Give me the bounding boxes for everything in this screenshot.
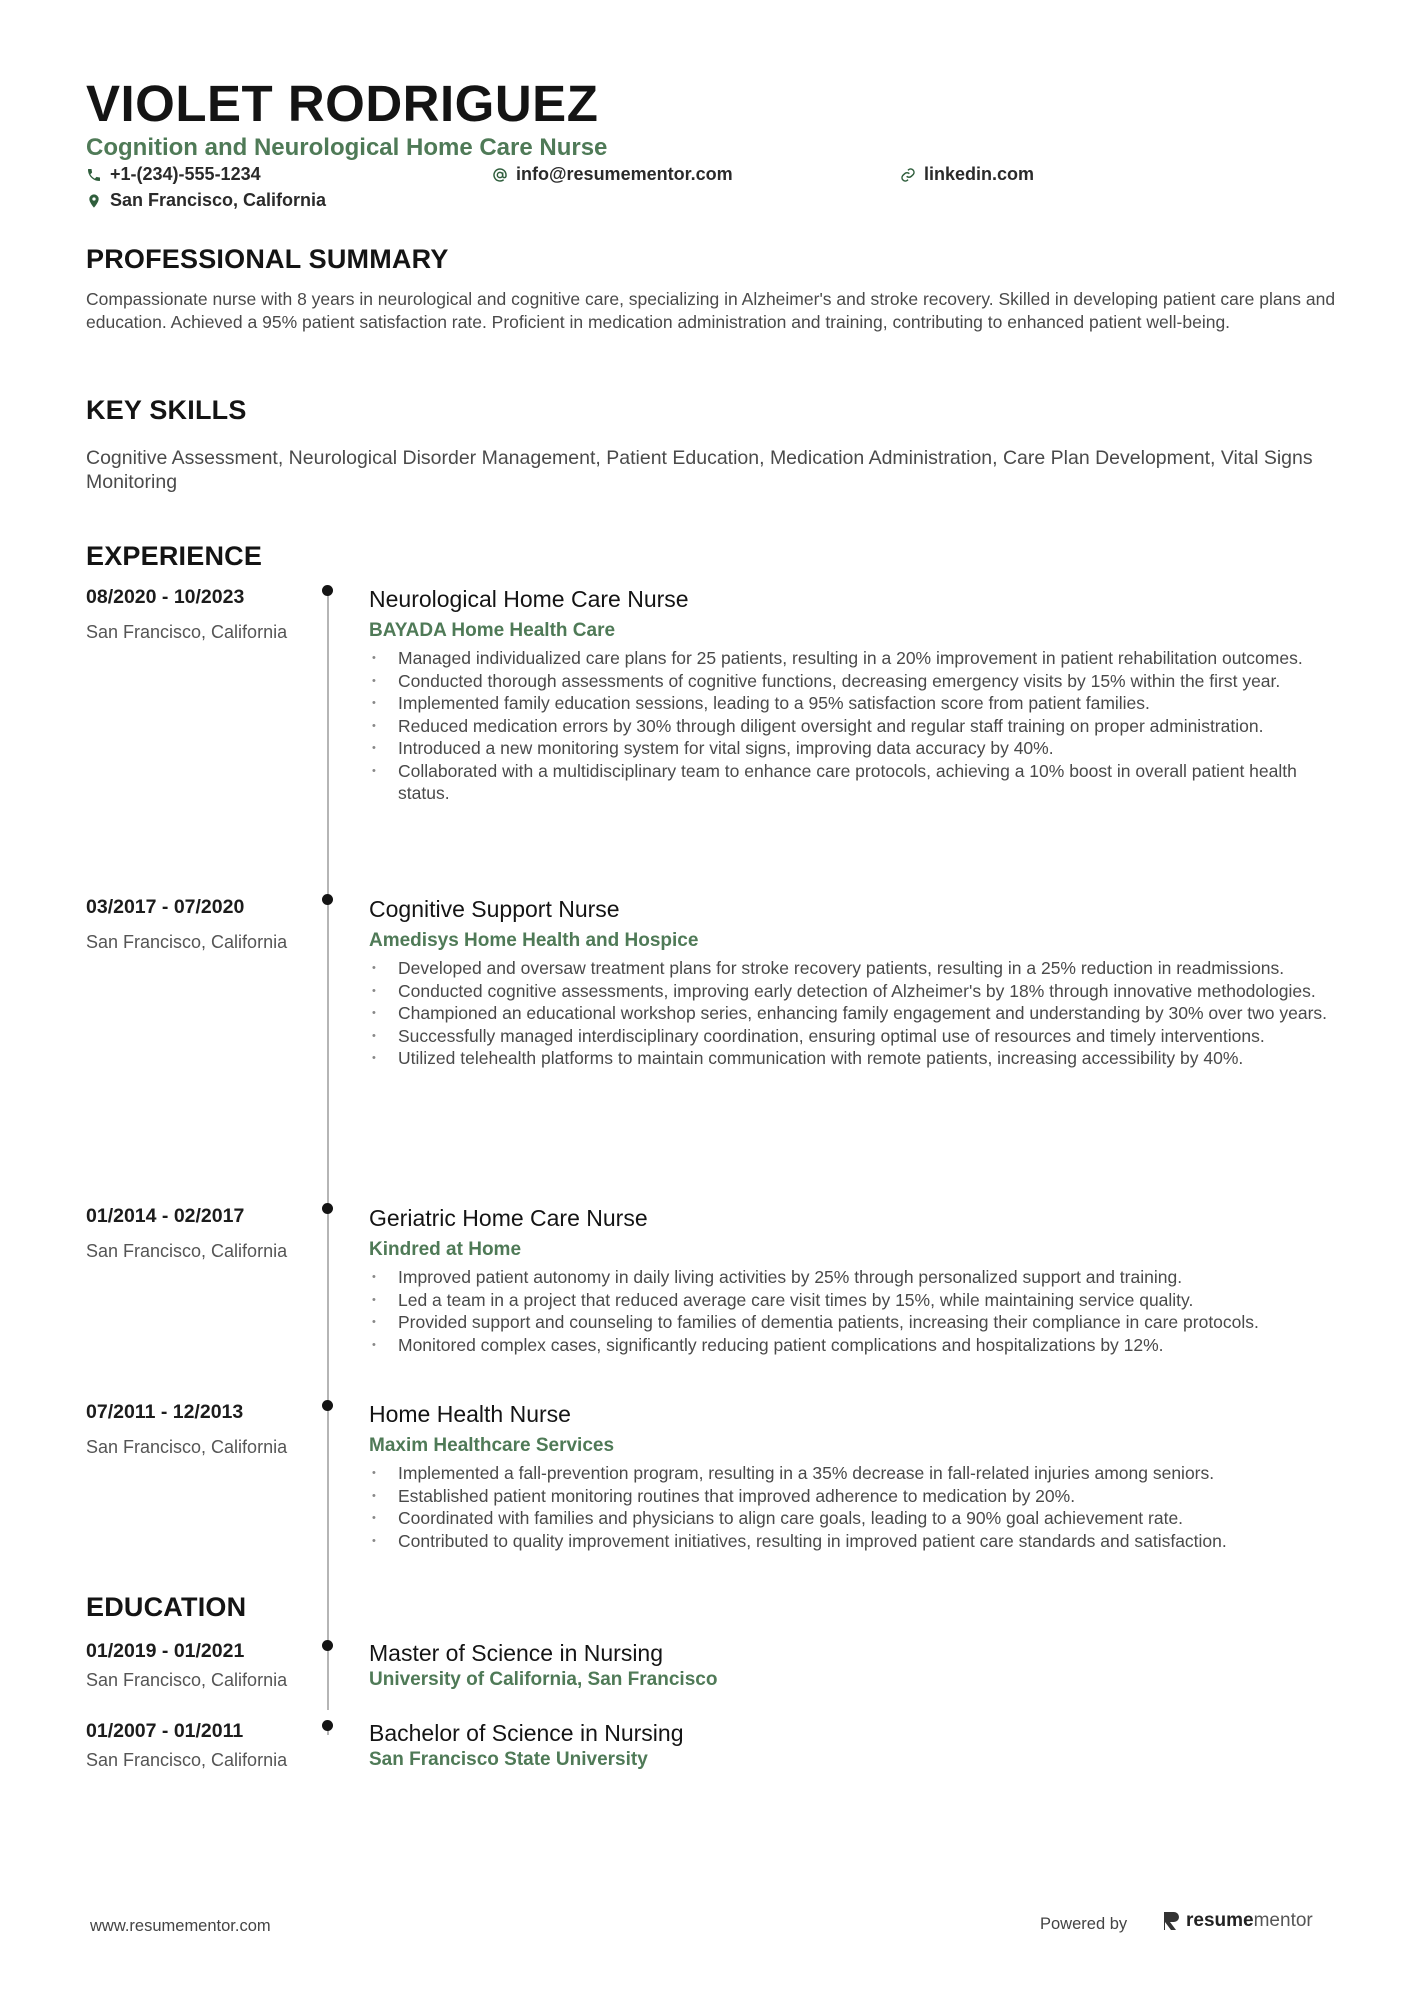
bullet-item: • Implemented a fall-prevention program, resulting in a 35% decrease in fall-related injuries among seniors. bbox=[369, 1462, 1339, 1485]
summary-heading: PROFESSIONAL SUMMARY bbox=[86, 244, 449, 274]
edu-location: San Francisco, California bbox=[86, 1670, 288, 1690]
bullet-item: • Introduced a new monitoring system for vital signs, improving data accuracy by 40%. bbox=[369, 737, 1339, 760]
bullet-item: • Implemented family education sessions, leading to a 95% satisfaction score from patient families. bbox=[369, 692, 1339, 715]
resumementor-logo-icon bbox=[1162, 1911, 1180, 1931]
phone-text: +1-(234)-555-1234 bbox=[110, 164, 261, 184]
bullet-item: • Successfully managed interdisciplinary coordination, ensuring optimal use of resources and timely interventions. bbox=[369, 1025, 1339, 1048]
phone-contact bbox=[86, 164, 261, 185]
job-role: Geriatric Home Care Nurse bbox=[369, 1205, 648, 1231]
email-text[interactable]: info@resumementor.com bbox=[516, 164, 733, 184]
job-company: Maxim Healthcare Services bbox=[369, 1435, 615, 1456]
job-dates: 01/2014 - 02/2017 bbox=[86, 1205, 245, 1227]
job-role: Cognitive Support Nurse bbox=[369, 896, 620, 922]
bullet-item: • Established patient monitoring routines that improved adherence to medication by 20%. bbox=[369, 1485, 1339, 1508]
at-sign-icon bbox=[492, 167, 508, 183]
timeline-dot bbox=[322, 1203, 333, 1214]
bullet-item: • Conducted thorough assessments of cognitive functions, decreasing emergency visits by 15% within the first year. bbox=[369, 670, 1339, 693]
job-dates: 07/2011 - 12/2013 bbox=[86, 1401, 244, 1423]
job-dates: 03/2017 - 07/2020 bbox=[86, 896, 245, 918]
bullet-item: • Managed individualized care plans for 25 patients, resulting in a 20% improvement in patient rehabilitation outcomes. bbox=[369, 647, 1339, 670]
education-heading: EDUCATION bbox=[86, 1592, 247, 1622]
bullet-item: • Developed and oversaw treatment plans for stroke recovery patients, resulting in a 25% reduction in readmissions. bbox=[369, 957, 1339, 980]
job-role: Neurological Home Care Nurse bbox=[369, 586, 689, 612]
job-location: San Francisco, California bbox=[86, 1241, 288, 1261]
job-location: San Francisco, California bbox=[86, 932, 288, 952]
bullet-item: • Monitored complex cases, significantly reducing patient complications and hospitalizations by 12%. bbox=[369, 1334, 1339, 1357]
edu-location: San Francisco, California bbox=[86, 1750, 288, 1770]
edu-dates: 01/2019 - 01/2021 bbox=[86, 1640, 245, 1662]
job-company: BAYADA Home Health Care bbox=[369, 620, 616, 641]
job-location: San Francisco, California bbox=[86, 1437, 288, 1457]
timeline-dot bbox=[322, 1720, 333, 1731]
brand-bold: resume bbox=[1186, 1910, 1254, 1931]
job-company: Kindred at Home bbox=[369, 1239, 522, 1260]
edu-dates: 01/2007 - 01/2011 bbox=[86, 1720, 244, 1742]
job-bullets bbox=[369, 647, 1339, 805]
job-bullets bbox=[369, 957, 1339, 1070]
map-pin-icon bbox=[86, 193, 102, 209]
bullet-item: • Utilized telehealth platforms to maintain communication with remote patients, increasing accessibility by 40%. bbox=[369, 1047, 1339, 1070]
job-role: Home Health Nurse bbox=[369, 1401, 571, 1427]
timeline-dot bbox=[322, 1400, 333, 1411]
skills-heading: KEY SKILLS bbox=[86, 395, 247, 425]
experience-timeline-line bbox=[327, 590, 329, 1710]
summary-text: Compassionate nurse with 8 years in neurological and cognitive care, specializing in Alzheimer's and stroke recovery. Skilled in developing patient care plans and education. Achieved a 95% patient satisfaction rate. Proficient in medication administration and training, contributing to enhanced patient well-being. bbox=[86, 289, 1336, 332]
experience-heading: EXPERIENCE bbox=[86, 541, 263, 571]
location-contact bbox=[86, 190, 326, 211]
edu-school: University of California, San Francisco bbox=[369, 1669, 718, 1690]
bullet-item: • Contributed to quality improvement initiatives, resulting in improved patient care standards and satisfaction. bbox=[369, 1530, 1339, 1553]
timeline-dot bbox=[322, 894, 333, 905]
timeline-dot bbox=[322, 1640, 333, 1651]
bullet-item: • Led a team in a project that reduced average care visit times by 15%, while maintaining service quality. bbox=[369, 1289, 1339, 1312]
job-company: Amedisys Home Health and Hospice bbox=[369, 930, 699, 951]
edu-school: San Francisco State University bbox=[369, 1749, 648, 1770]
bullet-item: • Conducted cognitive assessments, improving early detection of Alzheimer's by 18% through innovative methodologies. bbox=[369, 980, 1339, 1003]
phone-icon bbox=[86, 167, 102, 183]
candidate-name: VIOLET RODRIGUEZ bbox=[86, 75, 599, 132]
brand-logo[interactable] bbox=[1162, 1910, 1313, 1932]
email-contact[interactable] bbox=[492, 164, 733, 185]
location-text: San Francisco, California bbox=[110, 190, 327, 210]
job-bullets bbox=[369, 1266, 1339, 1356]
powered-by-label: Powered by bbox=[1040, 1915, 1128, 1933]
job-dates: 08/2020 - 10/2023 bbox=[86, 586, 245, 608]
edu-degree: Bachelor of Science in Nursing bbox=[369, 1720, 684, 1746]
skills-text: Cognitive Assessment, Neurological Disorder Management, Patient Education, Medication Administration, Care Plan Development, Vital Signs Monitoring bbox=[86, 447, 1313, 493]
bullet-item: • Reduced medication errors by 30% through diligent oversight and regular staff training on proper administration. bbox=[369, 715, 1339, 738]
brand-light: mentor bbox=[1253, 1910, 1313, 1931]
job-location: San Francisco, California bbox=[86, 622, 288, 642]
timeline-dot bbox=[322, 585, 333, 596]
bullet-item: • Collaborated with a multidisciplinary team to enhance care protocols, achieving a 10% boost in overall patient health status. bbox=[369, 760, 1339, 805]
education-timeline-line-1 bbox=[327, 1645, 329, 1705]
bullet-item: • Coordinated with families and physicians to align care goals, leading to a 90% goal achievement rate. bbox=[369, 1507, 1339, 1530]
job-title: Cognition and Neurological Home Care Nurse bbox=[86, 134, 608, 161]
linkedin-text[interactable]: linkedin.com bbox=[924, 164, 1035, 184]
link-icon bbox=[900, 167, 916, 183]
bullet-item: • Provided support and counseling to families of dementia patients, increasing their compliance in care protocols. bbox=[369, 1311, 1339, 1334]
footer-url[interactable]: www.resumementor.com bbox=[90, 1917, 271, 1935]
edu-degree: Master of Science in Nursing bbox=[369, 1640, 664, 1666]
bullet-item: • Improved patient autonomy in daily living activities by 25% through personalized support and training. bbox=[369, 1266, 1339, 1289]
bullet-item: • Championed an educational workshop series, enhancing family engagement and understanding by 30% over two years. bbox=[369, 1002, 1339, 1025]
linkedin-contact[interactable] bbox=[900, 164, 1034, 185]
job-bullets bbox=[369, 1462, 1339, 1552]
